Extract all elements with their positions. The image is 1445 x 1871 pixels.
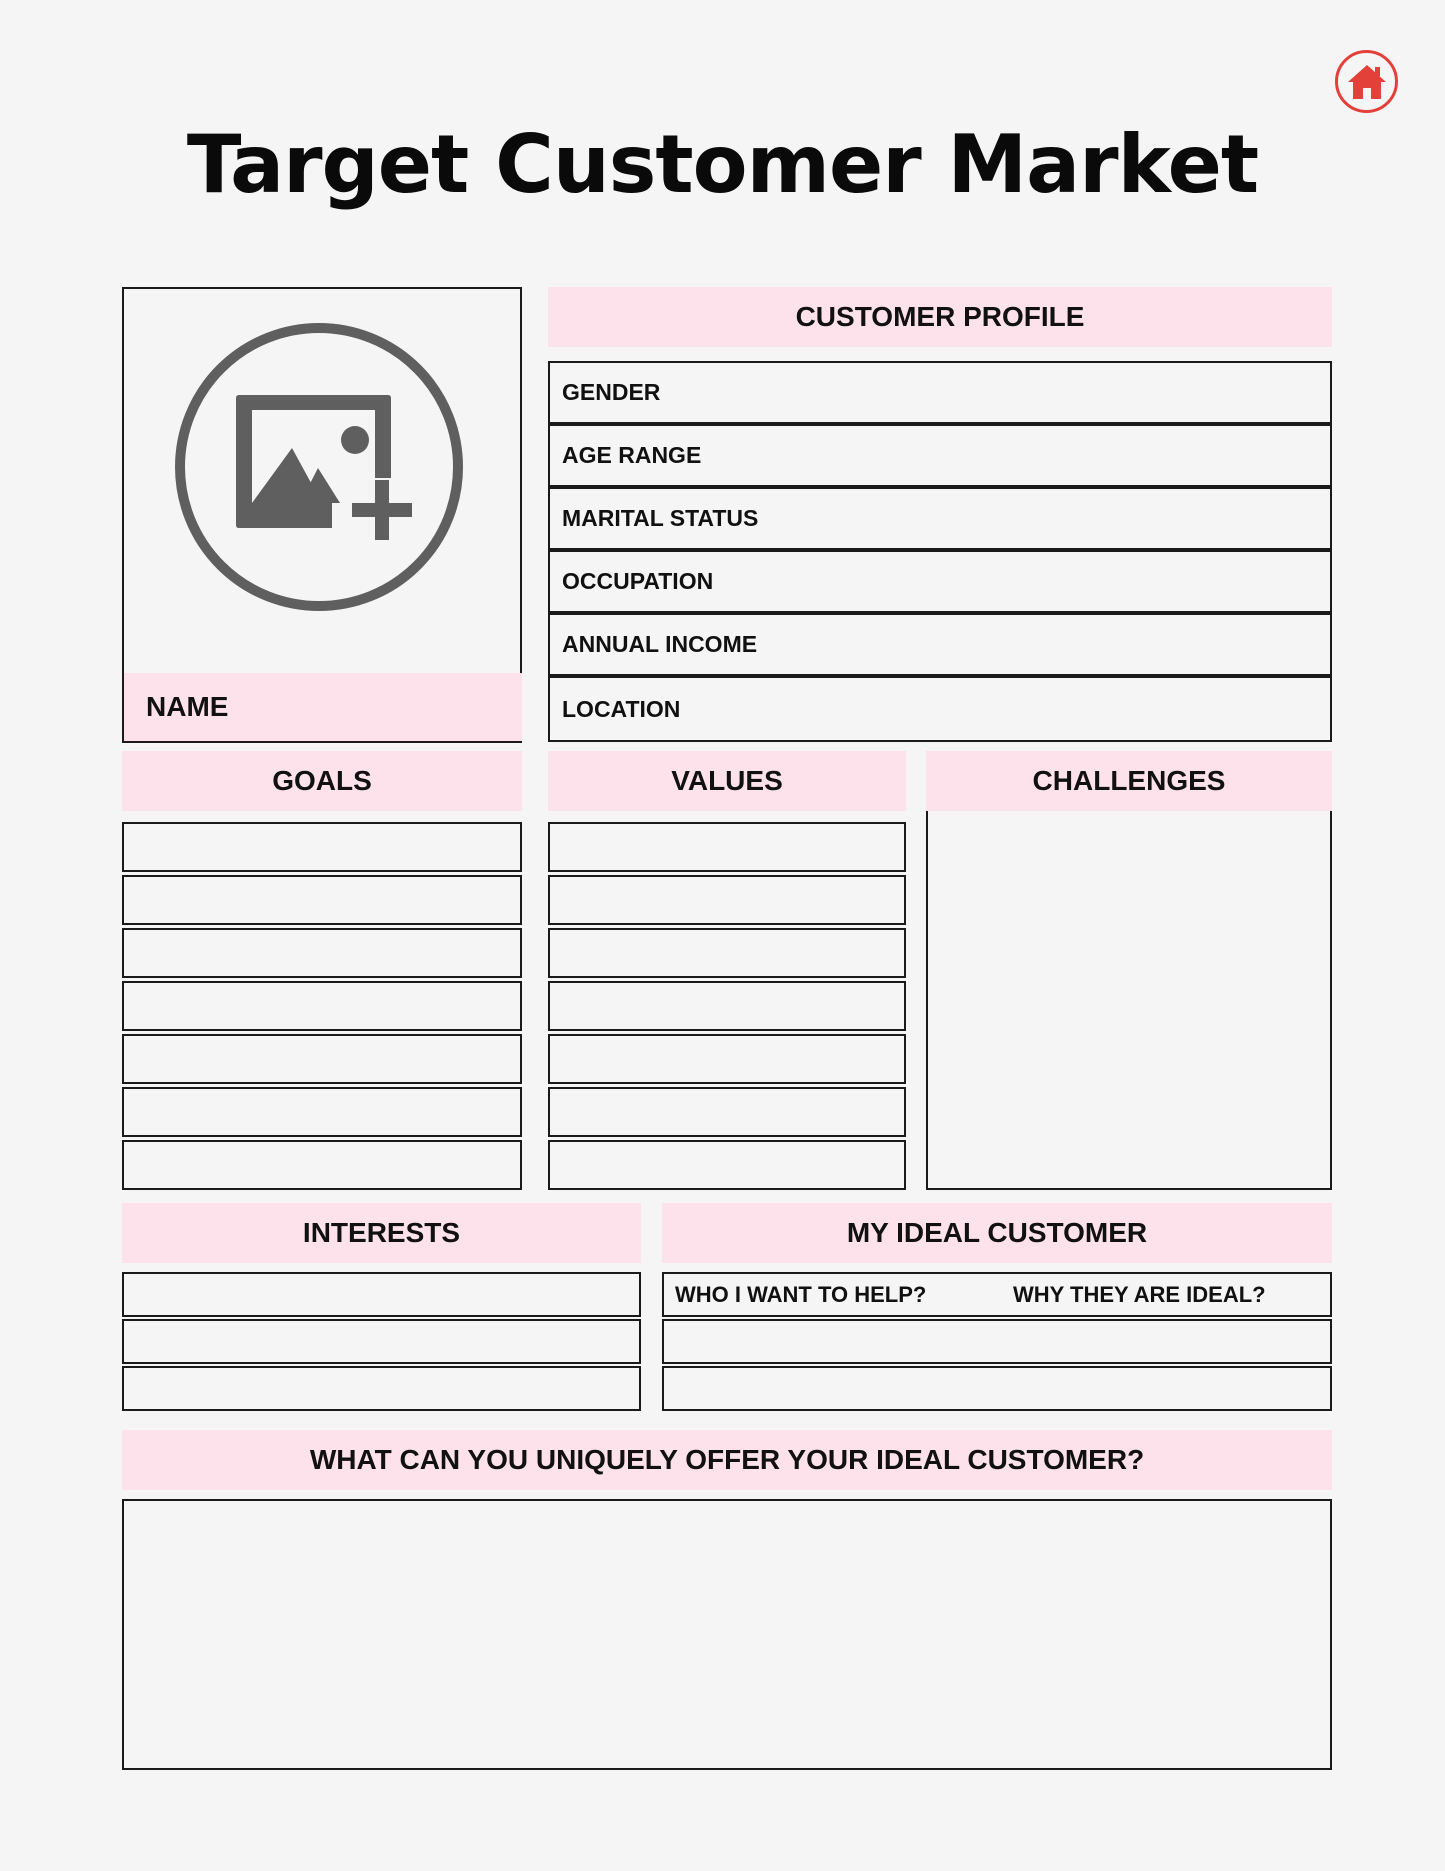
who-i-want-to-help-label: WHO I WANT TO HELP? <box>675 1281 927 1307</box>
interests-header: INTERESTS <box>122 1203 641 1263</box>
goals-line[interactable] <box>122 1034 522 1084</box>
interests-line[interactable] <box>122 1366 641 1411</box>
values-line[interactable] <box>548 1034 906 1084</box>
field-annual-income[interactable]: ANNUAL INCOME <box>548 613 1332 676</box>
interests-line[interactable] <box>122 1272 641 1317</box>
home-icon <box>1345 62 1389 102</box>
field-gender[interactable]: GENDER <box>548 361 1332 424</box>
values-header: VALUES <box>548 751 906 811</box>
goals-line[interactable] <box>122 875 522 925</box>
goals-header: GOALS <box>122 751 522 811</box>
values-line[interactable] <box>548 822 906 872</box>
ideal-customer-header: MY IDEAL CUSTOMER <box>662 1203 1332 1263</box>
field-marital-status[interactable]: MARITAL STATUS <box>548 487 1332 550</box>
customer-profile-header: CUSTOMER PROFILE <box>548 287 1332 347</box>
values-line[interactable] <box>548 981 906 1031</box>
offer-box[interactable] <box>122 1499 1332 1770</box>
field-occupation[interactable]: OCCUPATION <box>548 550 1332 613</box>
goals-line[interactable] <box>122 928 522 978</box>
values-line[interactable] <box>548 1140 906 1190</box>
why-they-are-ideal-label: WHY THEY ARE IDEAL? <box>1013 1281 1266 1307</box>
goals-line[interactable] <box>122 981 522 1031</box>
values-line[interactable] <box>548 875 906 925</box>
challenges-box[interactable] <box>926 811 1332 1190</box>
home-button[interactable] <box>1335 50 1398 113</box>
ideal-customer-line[interactable] <box>662 1366 1332 1411</box>
interests-line[interactable] <box>122 1319 641 1364</box>
challenges-header: CHALLENGES <box>926 751 1332 811</box>
values-line[interactable] <box>548 928 906 978</box>
ideal-customer-subheader-row <box>662 1272 1332 1317</box>
field-location[interactable]: LOCATION <box>548 676 1332 742</box>
values-line[interactable] <box>548 1087 906 1137</box>
name-label: NAME <box>122 673 522 743</box>
page-title: Target Customer Market <box>186 118 1259 211</box>
offer-header: WHAT CAN YOU UNIQUELY OFFER YOUR IDEAL CUSTOMER? <box>122 1430 1332 1490</box>
add-image-icon[interactable] <box>170 318 468 616</box>
goals-line[interactable] <box>122 822 522 872</box>
goals-line[interactable] <box>122 1140 522 1190</box>
field-age-range[interactable]: AGE RANGE <box>548 424 1332 487</box>
ideal-customer-line[interactable] <box>662 1319 1332 1364</box>
goals-line[interactable] <box>122 1087 522 1137</box>
